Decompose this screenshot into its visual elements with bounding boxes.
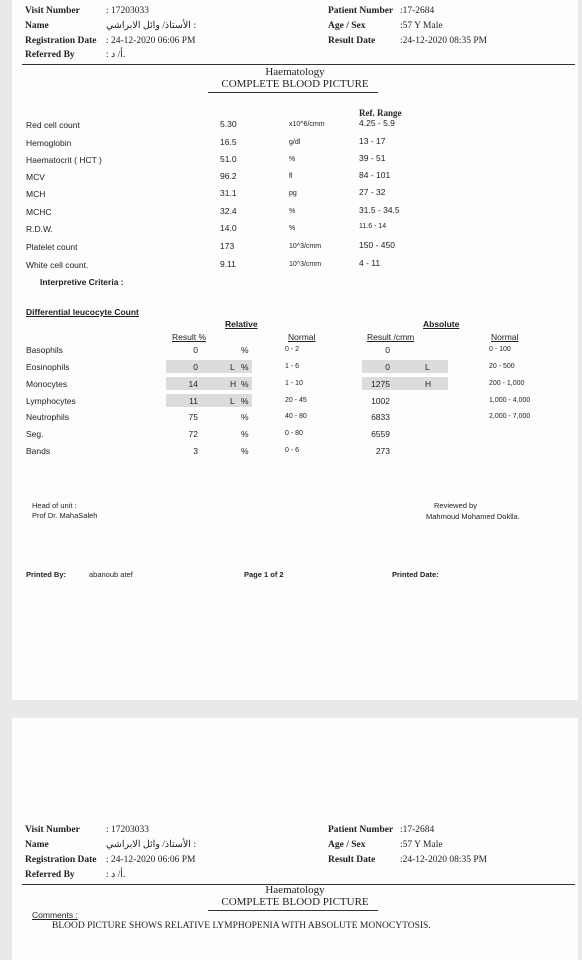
visit-number-label: Visit Number bbox=[25, 825, 80, 835]
report-title: COMPLETE BLOOD PICTURE bbox=[221, 896, 369, 908]
relative-result: 0 bbox=[193, 362, 198, 372]
test-unit: % bbox=[289, 208, 296, 215]
referred-by-value: : أ/ د. bbox=[106, 870, 126, 880]
registration-date-value: : 24-12-2020 06:06 PM bbox=[106, 855, 196, 865]
title-underline bbox=[208, 92, 378, 93]
report-title: COMPLETE BLOOD PICTURE bbox=[221, 78, 369, 90]
cell-name: Seg. bbox=[26, 429, 44, 439]
referred-by-label: Referred By bbox=[25, 50, 75, 60]
test-value: 9.11 bbox=[220, 259, 236, 269]
test-value: 96.2 bbox=[220, 171, 237, 181]
test-value: 173 bbox=[220, 241, 235, 251]
result-date-value: :24-12-2020 08:35 PM bbox=[400, 36, 488, 46]
title-underline bbox=[208, 910, 378, 911]
header-divider bbox=[22, 64, 575, 65]
printed-by-value: abanoub atef bbox=[89, 570, 133, 579]
percent-sign: % bbox=[241, 446, 249, 456]
visit-number-value: : 17203033 bbox=[106, 825, 150, 835]
relative-normal: 0 - 2 bbox=[285, 346, 300, 353]
head-of-unit-label: Head of unit : bbox=[32, 501, 77, 510]
cell-name: Basophils bbox=[26, 345, 63, 355]
test-unit: % bbox=[289, 156, 296, 163]
interpretive-criteria: Interpretive Criteria : bbox=[40, 277, 124, 287]
patient-number-value: :17-2684 bbox=[400, 6, 435, 16]
test-range: 150 - 450 bbox=[359, 240, 395, 250]
absolute-flag: L bbox=[425, 362, 430, 372]
relative-normal: 40 - 80 bbox=[285, 413, 307, 420]
test-unit: fl bbox=[289, 173, 293, 180]
cell-name: Bands bbox=[26, 446, 51, 456]
test-name: MCHC bbox=[26, 207, 52, 217]
report-page-1 bbox=[12, 0, 578, 700]
test-unit: % bbox=[289, 225, 296, 232]
test-name: MCH bbox=[26, 189, 46, 199]
head-of-unit-name: Prof Dr. MahaSaleh bbox=[32, 511, 98, 520]
department-title: Haematology bbox=[265, 884, 325, 896]
absolute-normal: 2,000 - 7,000 bbox=[489, 413, 531, 420]
patient-number-label: Patient Number bbox=[328, 6, 394, 16]
result-date-value: :24-12-2020 08:35 PM bbox=[400, 855, 488, 865]
test-name: Haematocrit ( HCT ) bbox=[26, 155, 102, 165]
absolute-result: 0 bbox=[385, 362, 390, 372]
absolute-header: Absolute bbox=[423, 319, 460, 329]
age-sex-label: Age / Sex bbox=[328, 21, 366, 31]
result-cmm-header: Result /cmm bbox=[367, 332, 415, 342]
ref-range-header: Ref. Range bbox=[359, 108, 402, 118]
percent-sign: % bbox=[241, 379, 249, 389]
cell-name: Neutrophils bbox=[26, 412, 69, 422]
percent-sign: % bbox=[241, 412, 249, 422]
percent-sign: % bbox=[241, 429, 249, 439]
cell-name: Lymphocytes bbox=[26, 396, 76, 406]
test-unit: 10^3/cmm bbox=[289, 261, 322, 268]
relative-flag: L bbox=[230, 396, 235, 406]
comments-text: BLOOD PICTURE SHOWS RELATIVE LYMPHOPENIA WITH ABSOLUTE MONOCYTOSIS. bbox=[52, 921, 431, 931]
patient-name: الأستاذ/ وائل الابراشي : bbox=[106, 21, 196, 31]
relative-result: 3 bbox=[193, 446, 198, 456]
test-name: R.D.W. bbox=[26, 224, 53, 234]
absolute-result: 0 bbox=[385, 345, 390, 355]
absolute-normal: 200 - 1,000 bbox=[489, 380, 525, 387]
result-date-label: Result Date bbox=[328, 855, 376, 865]
test-range: 39 - 51 bbox=[359, 153, 386, 163]
test-value: 51.0 bbox=[220, 154, 237, 164]
differential-title: Differential leucocyte Count bbox=[26, 307, 139, 317]
patient-number-label: Patient Number bbox=[328, 825, 394, 835]
age-sex-value: :57 Y Male bbox=[400, 21, 443, 31]
test-range: 31.5 - 34.5 bbox=[359, 205, 400, 215]
reviewed-by-label: Reviewed by bbox=[434, 501, 477, 510]
registration-date-label: Registration Date bbox=[25, 36, 97, 46]
test-range: 4 - 11 bbox=[359, 258, 381, 268]
referred-by-value: : أ/ د. bbox=[106, 50, 126, 60]
printed-date-label: Printed Date: bbox=[392, 570, 439, 579]
test-name: MCV bbox=[26, 172, 45, 182]
absolute-normal: 20 - 500 bbox=[489, 363, 515, 370]
relative-normal: 1 - 10 bbox=[285, 380, 303, 387]
referred-by-label: Referred By bbox=[25, 870, 75, 880]
test-value: 31.1 bbox=[220, 188, 237, 198]
absolute-normal: 0 - 100 bbox=[489, 346, 511, 353]
visit-number-label: Visit Number bbox=[25, 6, 80, 16]
test-value: 16.5 bbox=[220, 137, 237, 147]
relative-result: 11 bbox=[189, 396, 198, 406]
test-value: 14.0 bbox=[220, 223, 237, 233]
relative-result: 14 bbox=[188, 379, 198, 389]
absolute-result: 6559 bbox=[371, 429, 390, 439]
test-unit: x10^6/cmm bbox=[289, 121, 325, 128]
relative-normal-header: Normal bbox=[288, 332, 316, 342]
test-value: 5.30 bbox=[220, 119, 237, 129]
test-value: 32.4 bbox=[220, 206, 237, 216]
percent-sign: % bbox=[241, 345, 249, 355]
relative-flag: L bbox=[230, 362, 235, 372]
cell-name: Eosinophils bbox=[26, 362, 70, 372]
name-label: Name bbox=[25, 840, 49, 850]
test-range: 4.25 - 5.9 bbox=[359, 118, 395, 128]
relative-normal: 20 - 45 bbox=[285, 397, 307, 404]
absolute-result: 1002 bbox=[371, 396, 390, 406]
test-range: 11.6 - 14 bbox=[359, 223, 387, 230]
cell-name: Monocytes bbox=[26, 379, 68, 389]
test-unit: g/dl bbox=[289, 139, 301, 146]
absolute-normal-header: Normal bbox=[491, 332, 519, 342]
result-date-label: Result Date bbox=[328, 36, 376, 46]
test-name: Red cell count bbox=[26, 120, 80, 130]
test-unit: 10^3/cmm bbox=[289, 243, 322, 250]
relative-result: 75 bbox=[188, 412, 198, 422]
relative-flag: H bbox=[230, 379, 237, 389]
result-percent-header: Result % bbox=[172, 332, 207, 342]
name-label: Name bbox=[25, 21, 49, 31]
test-range: 84 - 101 bbox=[359, 170, 391, 180]
relative-normal: 0 - 80 bbox=[285, 430, 303, 437]
absolute-result: 273 bbox=[375, 446, 390, 456]
test-name: Hemoglobin bbox=[26, 138, 72, 148]
patient-number-value: :17-2684 bbox=[400, 825, 435, 835]
absolute-normal: 1,000 - 4,000 bbox=[489, 397, 531, 404]
test-name: White cell count. bbox=[26, 260, 89, 270]
test-range: 13 - 17 bbox=[359, 136, 386, 146]
relative-header: Relative bbox=[225, 319, 258, 329]
absolute-result: 6833 bbox=[371, 412, 390, 422]
percent-sign: % bbox=[241, 396, 249, 406]
absolute-result: 1275 bbox=[371, 379, 390, 389]
relative-normal: 0 - 6 bbox=[285, 447, 300, 454]
relative-result: 72 bbox=[188, 429, 198, 439]
comments-label: Comments : bbox=[32, 910, 78, 920]
reviewed-by-name: Mahmoud Mohamed Doklla. bbox=[426, 512, 520, 521]
visit-number-value: : 17203033 bbox=[106, 6, 150, 16]
department-title: Haematology bbox=[265, 66, 325, 78]
age-sex-label: Age / Sex bbox=[328, 840, 366, 850]
test-name: Platelet count bbox=[26, 242, 78, 252]
test-range: 27 - 32 bbox=[359, 187, 386, 197]
registration-date-value: : 24-12-2020 06:06 PM bbox=[106, 36, 196, 46]
registration-date-label: Registration Date bbox=[25, 855, 97, 865]
relative-result: 0 bbox=[193, 345, 198, 355]
page-indicator: Page 1 of 2 bbox=[244, 570, 284, 579]
report-page-2 bbox=[12, 718, 578, 960]
percent-sign: % bbox=[241, 362, 249, 372]
absolute-flag: H bbox=[425, 379, 432, 389]
printed-by-label: Printed By: bbox=[26, 570, 67, 579]
age-sex-value: :57 Y Male bbox=[400, 840, 443, 850]
relative-normal: 1 - 6 bbox=[285, 363, 300, 370]
test-unit: pg bbox=[289, 190, 297, 197]
patient-name: الأستاذ/ وائل الابراشي : bbox=[106, 840, 196, 850]
